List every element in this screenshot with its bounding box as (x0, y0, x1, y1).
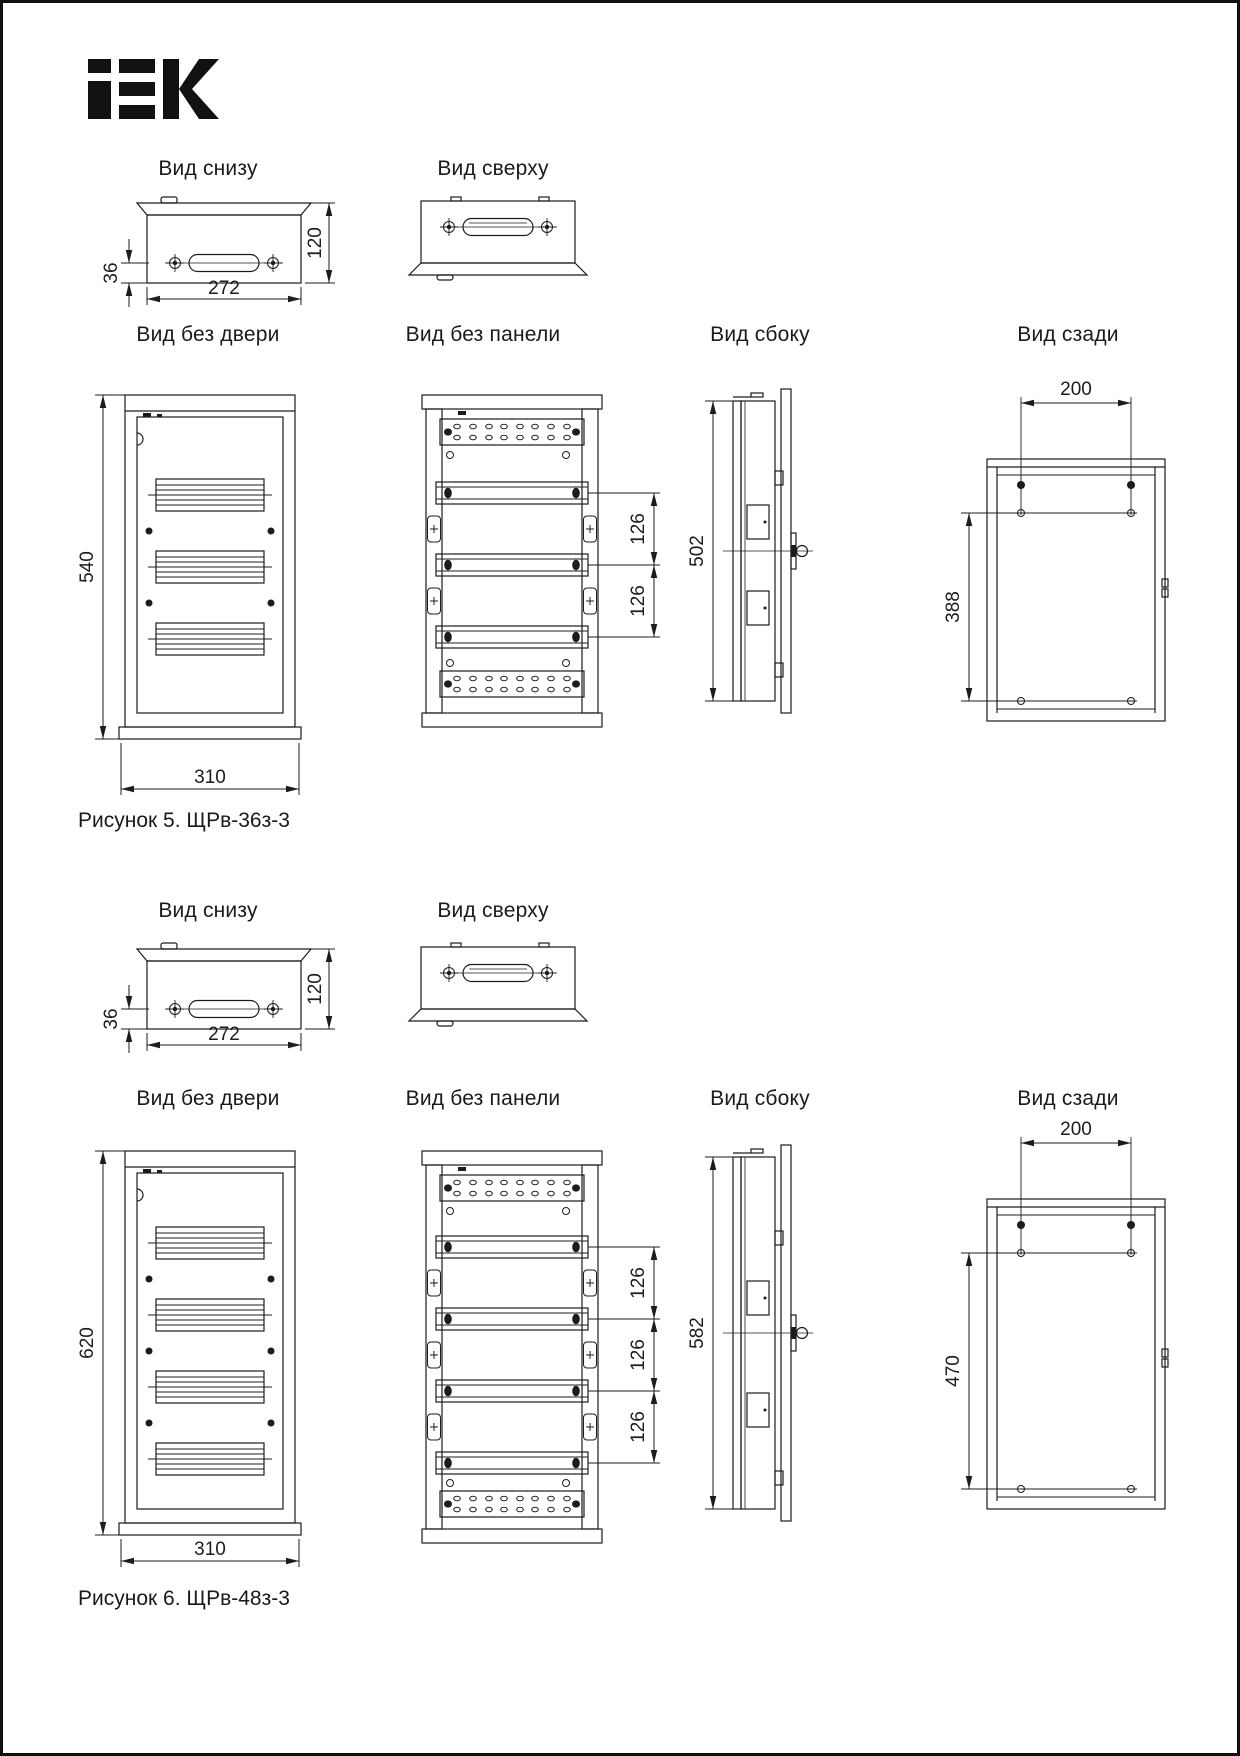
fig5-dim-flange-offset: 36 (101, 262, 122, 284)
fig5-dim-rear-span: 200 (1060, 379, 1092, 400)
fig6-dim-side-height: 582 (687, 1317, 708, 1349)
fig5-dim-front-width: 310 (194, 767, 226, 788)
fig6-dim-front-width: 310 (194, 1539, 226, 1560)
fig5-label-bottom-view: Вид снизу (158, 157, 258, 180)
iek-logo (88, 55, 223, 125)
fig6-label-side: Вид сбоку (710, 1087, 810, 1110)
fig5-dim-rail-gap-1: 126 (628, 513, 649, 545)
fig6-no-panel-drawing (398, 1131, 683, 1601)
fig5-dim-rail-gap-2: 126 (628, 585, 649, 617)
fig5-dim-rear-height: 388 (943, 591, 964, 623)
fig6-top-view-drawing (393, 933, 603, 1038)
fig5-label-no-panel: Вид без панели (405, 323, 561, 346)
fig5-rear-view-shapes (961, 397, 1168, 721)
fig5-bottom-view-drawing (103, 187, 353, 309)
fig6-no-panel-shapes (422, 1151, 660, 1543)
fig5-rear-view-drawing (943, 363, 1188, 783)
fig6-dim-depth: 120 (305, 973, 326, 1005)
fig6-side-view-shapes (705, 1145, 813, 1521)
fig6-no-panel-dim-lines (588, 1247, 660, 1463)
fig5-no-door-shapes (95, 395, 301, 795)
fig5-dim-height: 540 (77, 551, 98, 583)
iek-logo-glyphs (88, 59, 219, 119)
fig5-label-no-door: Вид без двери (136, 323, 280, 346)
fig5-dim-width: 272 (208, 278, 240, 299)
fig6-dim-flange-offset: 36 (101, 1008, 122, 1030)
fig5-top-view-drawing (393, 187, 603, 292)
fig6-no-door-drawing (73, 1131, 363, 1586)
fig5-top-view-shapes (409, 197, 587, 280)
fig6-dim-rear-height: 470 (943, 1355, 964, 1387)
fig5-side-view-drawing (671, 375, 841, 803)
fig6-dim-rail-gap-1: 126 (628, 1267, 649, 1299)
fig6-bottom-view-drawing (103, 933, 353, 1055)
fig6-label-no-panel: Вид без панели (405, 1087, 561, 1110)
fig5-dim-side-height: 502 (687, 535, 708, 567)
fig6-dim-height: 620 (77, 1327, 98, 1359)
fig6-dim-rear-span: 200 (1060, 1119, 1092, 1140)
fig6-dim-rail-gap-2: 126 (628, 1339, 649, 1371)
fig6-dim-rail-gap-3: 126 (628, 1411, 649, 1443)
fig6-label-no-door: Вид без двери (136, 1087, 280, 1110)
fig6-dim-width: 272 (208, 1024, 240, 1045)
fig5-no-panel-shapes (422, 395, 660, 727)
fig5-no-panel-drawing (398, 375, 683, 803)
fig6-label-rear: Вид сзади (1017, 1087, 1119, 1110)
fig5-no-door-drawing (73, 375, 363, 803)
fig6-label-top-view: Вид сверху (437, 899, 549, 922)
fig6-label-bottom-view: Вид снизу (158, 899, 258, 922)
fig5-label-side: Вид сбоку (710, 323, 810, 346)
fig6-caption: Рисунок 6. ЩРв-48з-3 (78, 1587, 290, 1610)
fig5-dim-depth: 120 (305, 227, 326, 259)
fig5-label-top-view: Вид сверху (437, 157, 549, 180)
fig5-label-rear: Вид сзади (1017, 323, 1119, 346)
fig6-rear-view-drawing (943, 1103, 1188, 1543)
fig5-side-view-shapes (705, 389, 813, 713)
fig6-side-view-drawing (671, 1131, 841, 1601)
fig6-no-door-shapes (95, 1151, 301, 1567)
fig5-caption: Рисунок 5. ЩРв-36з-3 (78, 809, 290, 832)
fig6-top-view-shapes (409, 943, 587, 1026)
fig6-rear-view-shapes (961, 1137, 1168, 1509)
fig5-no-panel-dim-lines (588, 493, 660, 637)
